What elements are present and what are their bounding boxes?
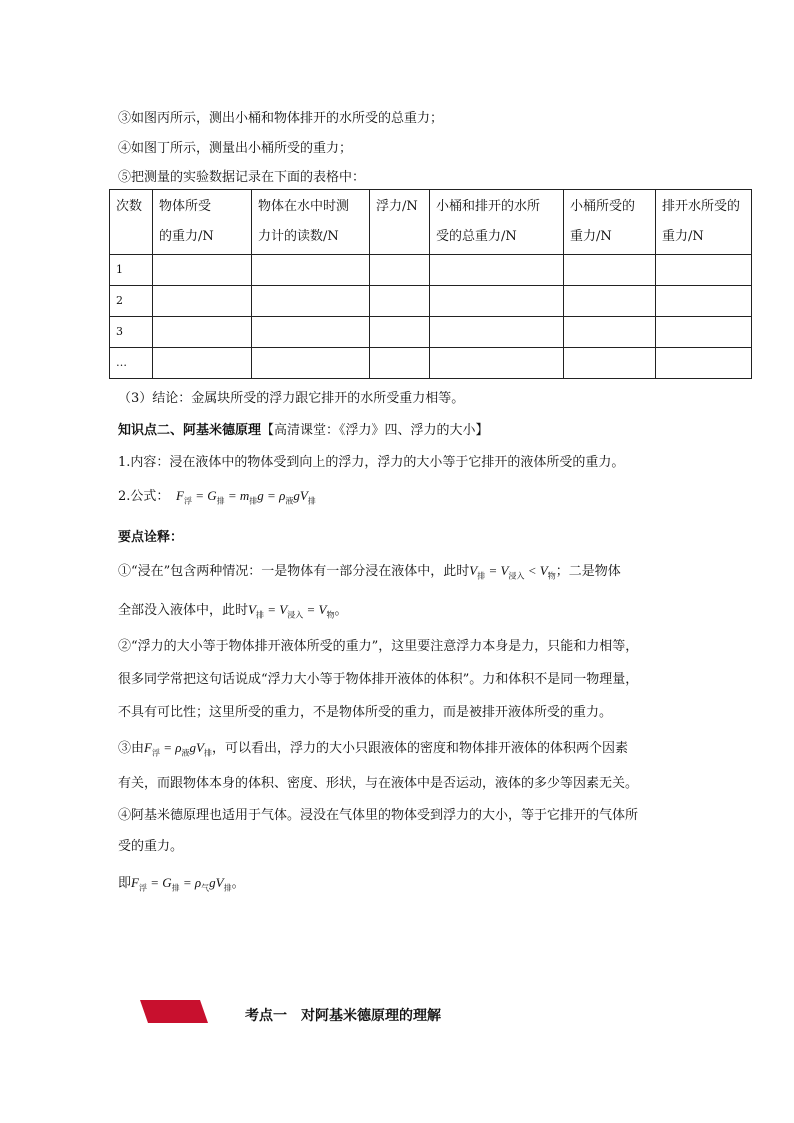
note-2-line-3: 不具有可比性；这里所受的重力，不是物体所受的重力，而是被排开液体所受的重力。 — [118, 705, 613, 720]
note-3-line-1: ③由$F_浮 = \rho_液gV_排$，可以看出，浮力的大小只跟液体的密度和物体排开液体的体积两个因素 — [118, 740, 628, 758]
row-index: 2 — [110, 286, 153, 317]
section-reference: 【高清课堂：《浮力》四、浮力的大小】 — [261, 423, 489, 438]
row-index: 3 — [110, 317, 153, 348]
header-cell: 物体在水中时测 力计的读数/N — [252, 190, 370, 255]
conclusion: （3）结论：金属块所受的浮力跟它排开的水所受重力相等。 — [118, 391, 465, 406]
row-index: 1 — [110, 255, 153, 286]
header-cell: 次数 — [110, 190, 153, 255]
note-1-line-1: ①“浸在”包含两种情况：一是物体有一部分浸在液体中，此时$V_排 = V_{浸入} < V_物$；二是物体 — [118, 563, 621, 581]
note-2-line-1: ②“浮力的大小等于物体排开液体所受的重力”，这里要注意浮力本身是力，只能和力相等， — [118, 639, 639, 654]
table-row — [110, 317, 752, 348]
red-banner-shape — [140, 1000, 208, 1023]
row-index: … — [110, 348, 153, 379]
note-4-line-2: 受的重力。 — [118, 839, 184, 854]
note-2-line-2: 很多同学常把这句话说成“浮力大小等于物体排开液体的体积”。力和体积不是同一物理量， — [118, 672, 639, 687]
formula-label: 2.公式： — [118, 489, 170, 504]
table-row — [110, 348, 752, 379]
note-3-line-2: 有关，而跟物体本身的体积、密度、形状，与在液体中是否运动，液体的多少等因素无关。 — [118, 776, 639, 791]
table-header-row — [110, 190, 752, 255]
content-line: 1.内容：浸在液体中的物体受到向上的浮力，浮力的大小等于它排开的液体所受的重力。 — [118, 455, 625, 470]
header-cell: 浮力/N — [370, 190, 430, 255]
table-row — [110, 286, 752, 317]
section-heading — [118, 419, 489, 438]
header-cell: 排开水所受的 重力/N — [656, 190, 752, 255]
section-title: 知识点二、阿基米德原理 — [118, 423, 262, 438]
notes-title: 要点诠释： — [118, 530, 184, 545]
kaodian-title: 考点一 对阿基米德原理的理解 — [245, 1008, 441, 1024]
step-5: ⑤把测量的实验数据记录在下面的表格中： — [118, 170, 366, 185]
table-row — [110, 255, 752, 286]
header-cell: 小桶所受的 重力/N — [564, 190, 656, 255]
note-5: 即$F_浮 = G_排 = \rho_气gV_排$。 — [118, 875, 245, 893]
note-4-line-1: ④阿基米德原理也适用于气体。浸没在气体里的物体受到浮力的大小，等于它排开的气体所 — [118, 808, 639, 823]
note-1-line-2: 全部没入液体中，此时$V_排 = V_{浸入} = V_物$。 — [118, 602, 348, 620]
formula: $F_浮 = G_排 = m_排g = \rho_液gV_排$ — [176, 488, 316, 506]
banner-parallelogram — [140, 1000, 208, 1023]
header-cell: 小桶和排开的水所 受的总重力/N — [430, 190, 564, 255]
step-3: ③如图丙所示，测出小桶和物体排开的水所受的总重力； — [118, 111, 444, 126]
step-4: ④如图丁所示，测量出小桶所受的重力； — [118, 141, 353, 156]
header-cell: 物体所受 的重力/N — [153, 190, 252, 255]
data-table — [109, 189, 752, 379]
